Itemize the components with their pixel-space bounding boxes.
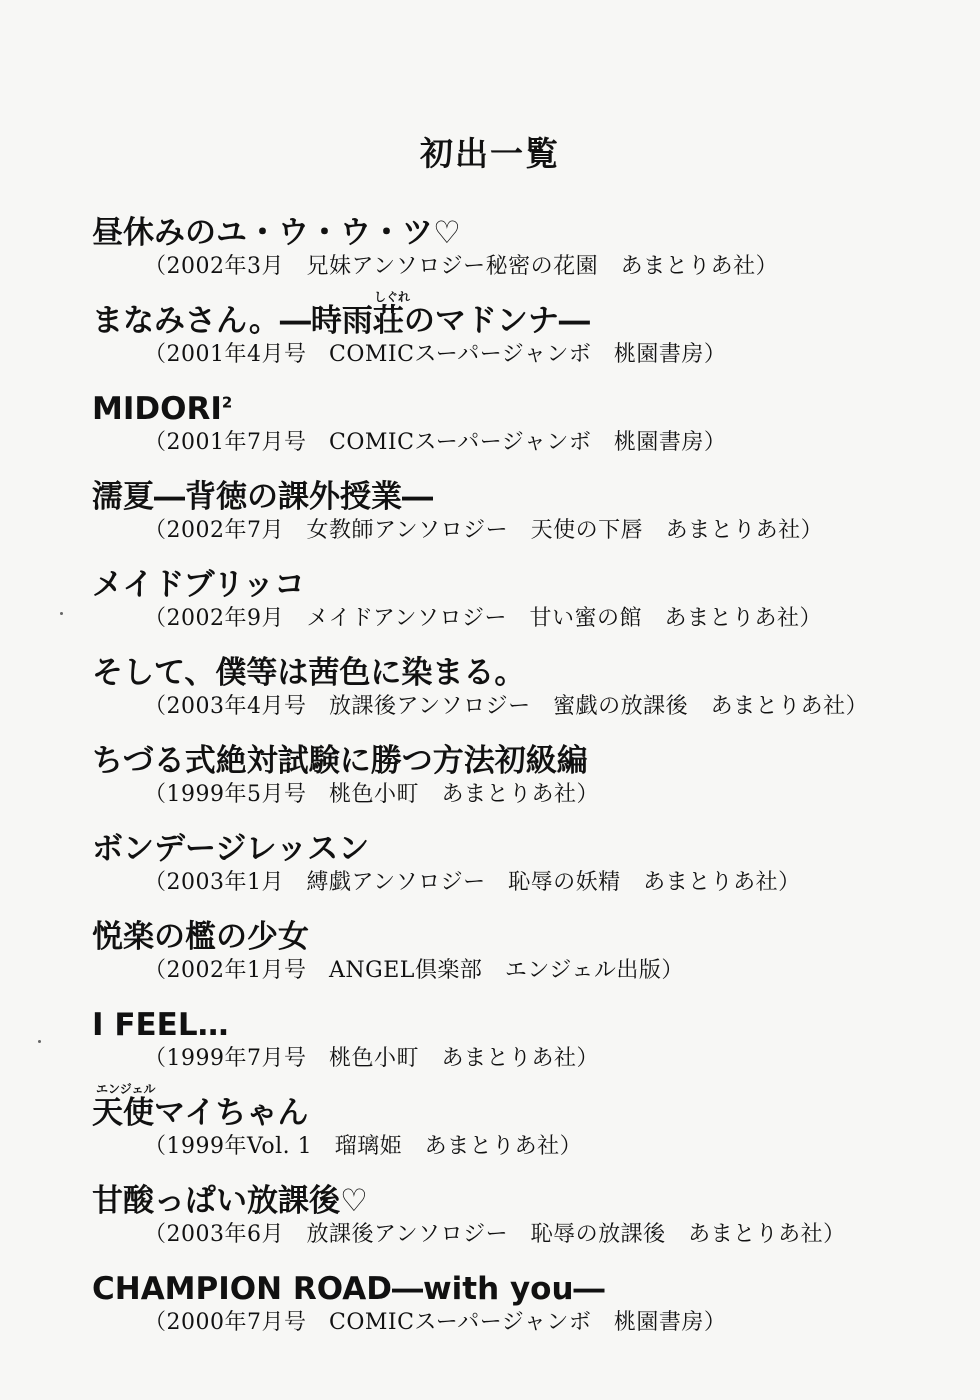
- entry-title: 昼休みのユ・ウ・ウ・ツ♡: [92, 215, 461, 251]
- entry-title: 甘酸っぱい放課後♡: [92, 1183, 368, 1219]
- entry-title: [92, 390, 232, 428]
- scan-speck: [38, 1040, 41, 1043]
- entry-source: （2000年7月号 COMICスーパージャンボ 桃園書房）: [144, 1310, 727, 1335]
- list-item: [92, 560, 952, 648]
- entry-title: そして、僕等は茜色に染まる。: [92, 655, 526, 691]
- list-item: [92, 736, 952, 824]
- list-item: [92, 824, 952, 912]
- entry-source: （2001年7月号 COMICスーパージャンボ 桃園書房）: [144, 430, 727, 455]
- entry-title: 悦楽の檻の少女: [92, 919, 309, 955]
- list-item: [92, 1000, 952, 1088]
- entry-list: [92, 208, 952, 1352]
- list-item: [92, 290, 952, 384]
- page-title: 初出一覧: [420, 134, 560, 173]
- list-item: [92, 384, 952, 472]
- list-item: [92, 912, 952, 1000]
- entry-title: ボンデージレッスン: [92, 831, 370, 867]
- entry-source: （2002年9月 メイドアンソロジー 甘い蜜の館 あまとりあ社）: [144, 606, 823, 631]
- entry-title: 濡夏―背徳の課外授業―: [92, 479, 433, 515]
- list-item: [92, 648, 952, 736]
- entry-source: （2002年3月 兄妹アンソロジー秘密の花園 あまとりあ社）: [144, 254, 779, 279]
- furigana: しぐれ: [374, 290, 411, 304]
- entry-source: （2003年1月 縛戯アンソロジー 恥辱の妖精 あまとりあ社）: [144, 870, 801, 895]
- entry-title: CHAMPION ROAD―with you―: [92, 1271, 605, 1307]
- entry-source: （2003年4月号 放課後アンソロジー 蜜戯の放課後 あまとりあ社）: [144, 694, 869, 719]
- furigana: エンジェル: [96, 1082, 156, 1096]
- entry-source: （2003年6月 放課後アンソロジー 恥辱の放課後 あまとりあ社）: [144, 1222, 846, 1247]
- entry-title: 天使マイちゃん: [92, 1095, 309, 1131]
- entry-source: （2002年1月号 ANGEL倶楽部 エンジェル出版）: [144, 958, 684, 983]
- entry-title: I FEEL…: [92, 1007, 229, 1043]
- entry-source: （2001年4月号 COMICスーパージャンボ 桃園書房）: [144, 342, 727, 367]
- entry-source: （1999年7月号 桃色小町 あまとりあ社）: [144, 1046, 599, 1071]
- list-item: [92, 1264, 952, 1352]
- entry-title: メイドブリッコ: [92, 567, 305, 603]
- entry-source: （1999年5月号 桃色小町 あまとりあ社）: [144, 782, 599, 807]
- entry-title-text: MIDORI: [92, 391, 222, 427]
- list-item: [92, 208, 952, 296]
- entry-title-superscript: 2: [221, 393, 233, 412]
- entry-source: （2002年7月 女教師アンソロジー 天使の下唇 あまとりあ社）: [144, 518, 824, 543]
- entry-title: まなみさん。―時雨荘のマドンナ―: [92, 303, 590, 339]
- list-item: [92, 472, 952, 560]
- list-item: [92, 1082, 952, 1176]
- list-item: [92, 1176, 952, 1264]
- entry-source: （1999年Vol. 1 瑠璃姫 あまとりあ社）: [144, 1134, 583, 1159]
- scan-speck: [60, 612, 63, 615]
- entry-title: ちづる式絶対試験に勝つ方法初級編: [92, 743, 588, 779]
